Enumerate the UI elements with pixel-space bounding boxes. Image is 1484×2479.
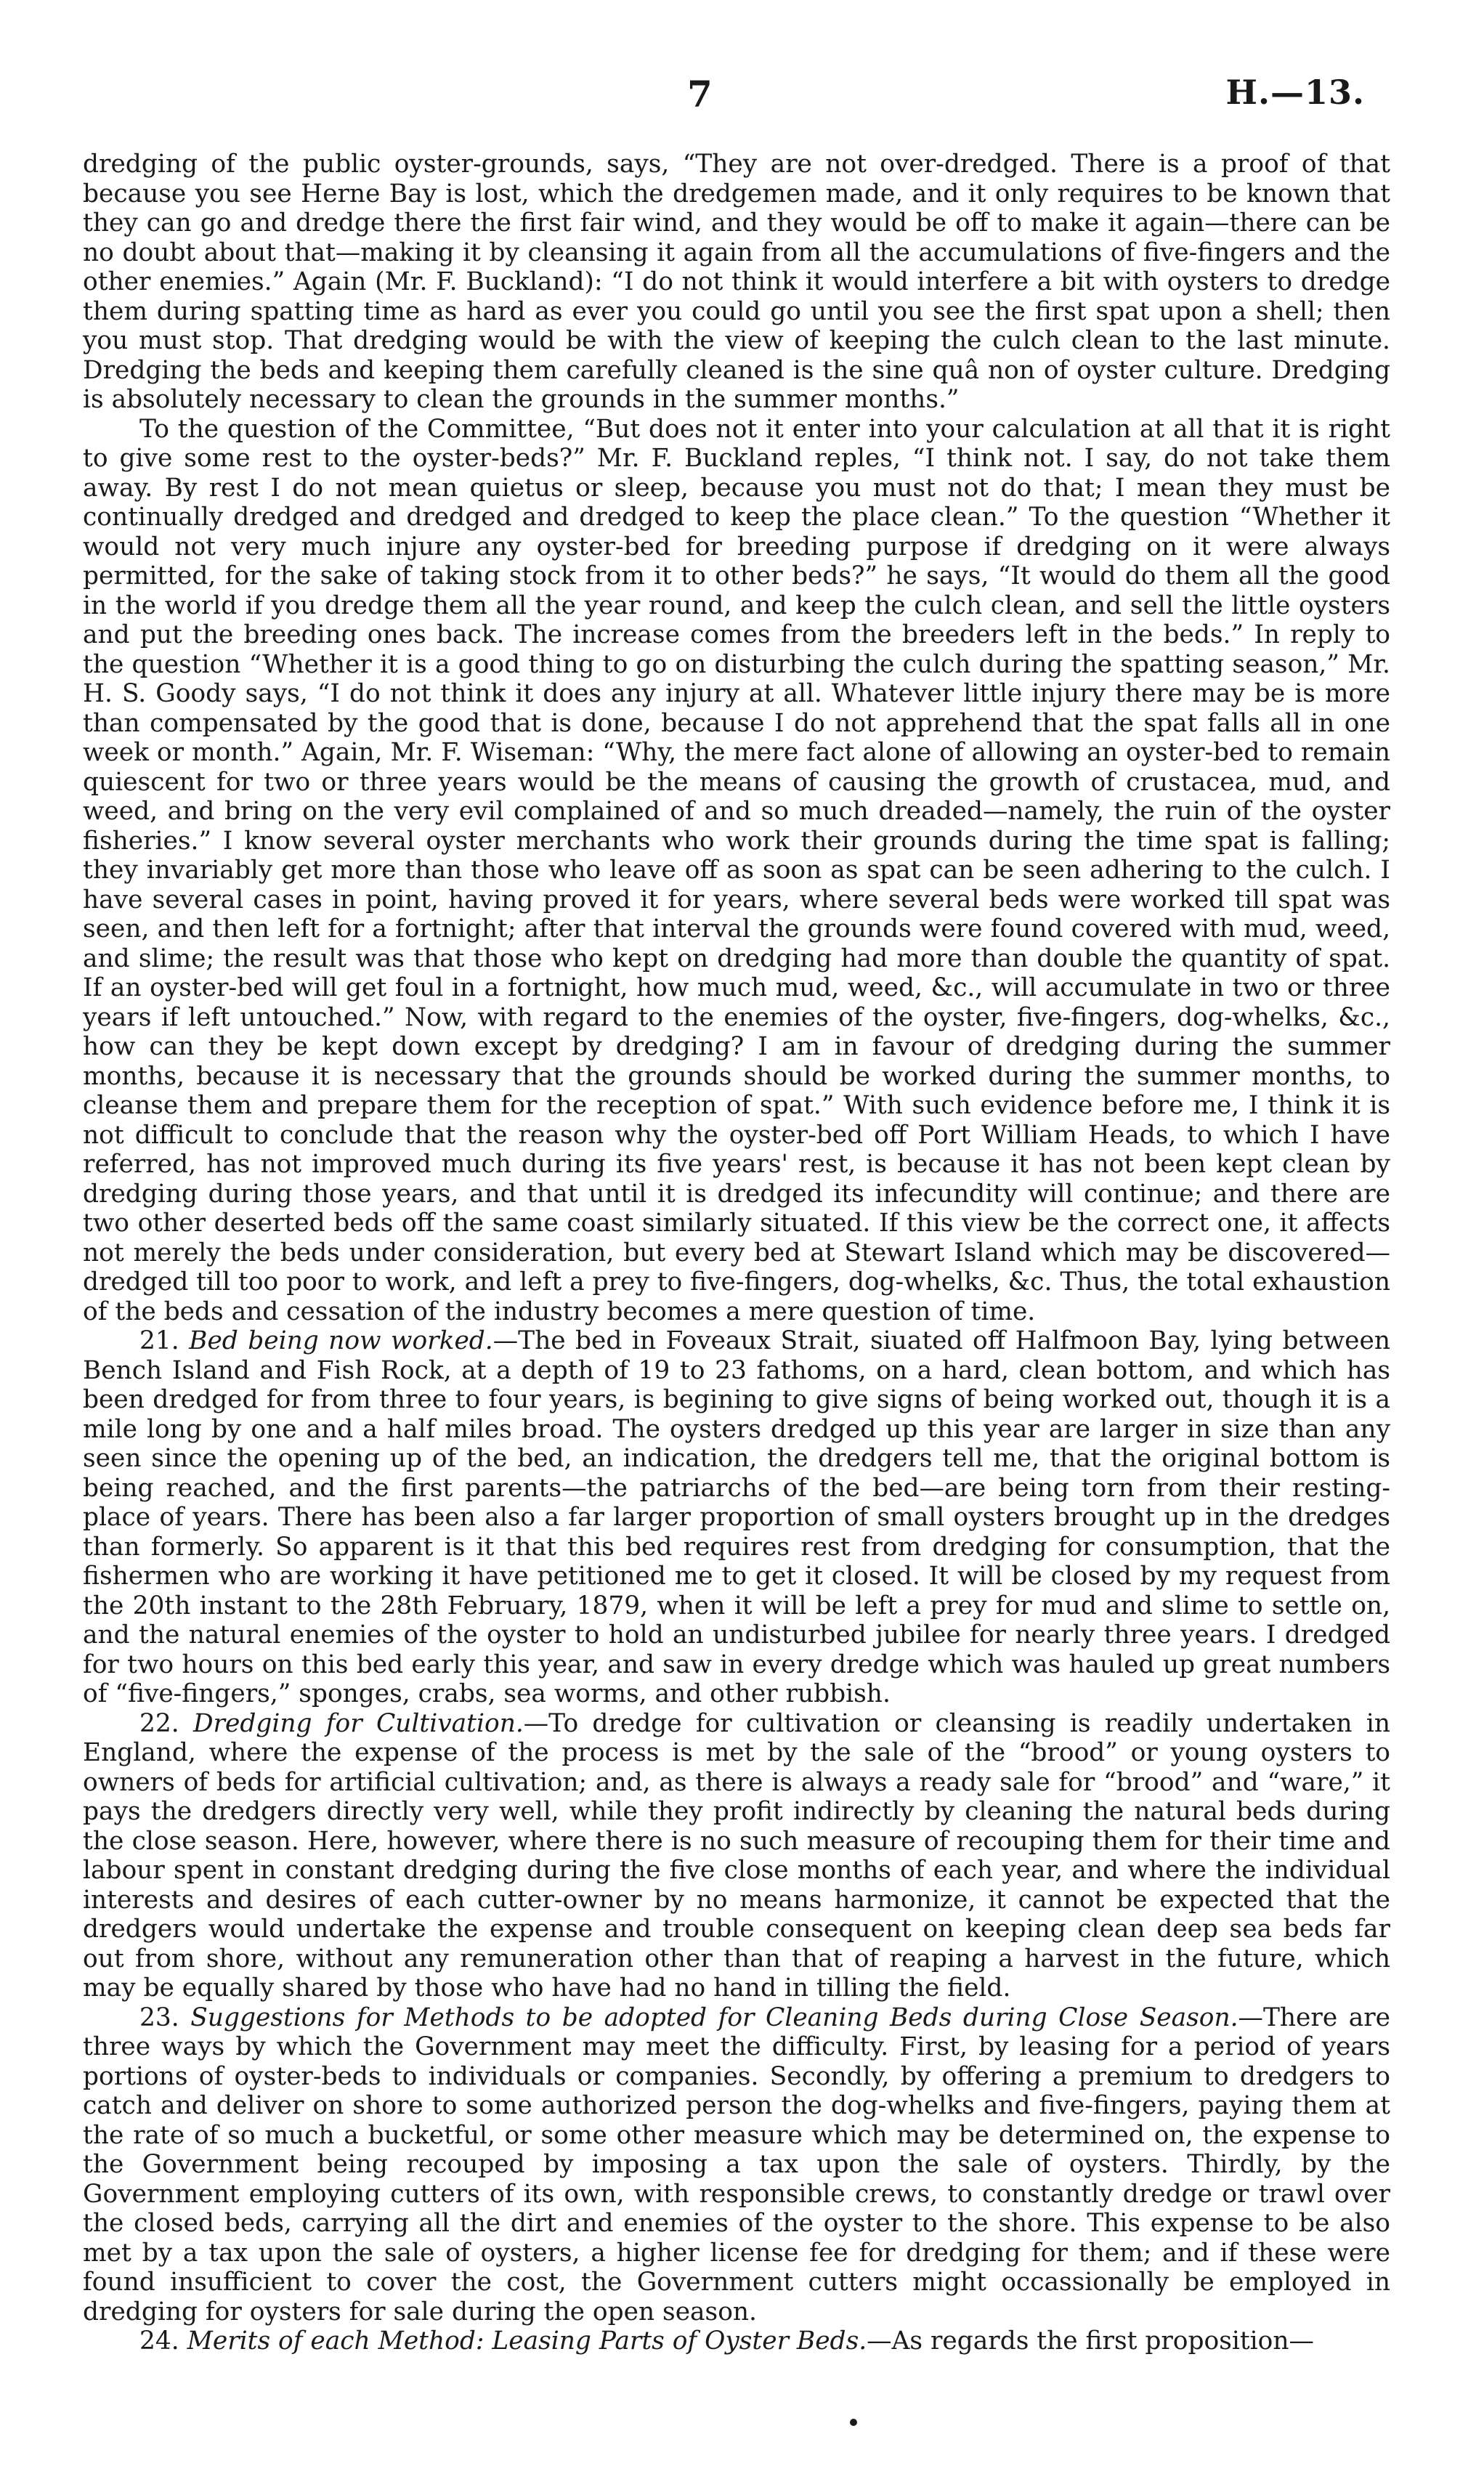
paragraph-continuation: [83, 150, 1390, 415]
page-header: [0, 73, 1484, 123]
paragraph-text: To the question of the Committee, “But does not it enter into your calculation at all that it is right to give some rest to the oyster-beds?” Mr. F. Buckland reples, “I think not. I say, do not take them away. By rest I do not mean quietus or sleep, because you must not do that; I mean they must be continually dredged and dredged and dredged to keep the place clean.” To the question “Whether it would not very much injure any oyster-bed for breeding purpose if dredging on it were always permitted, for the sake of taking stock from it to other beds?” he says, “It would do them all the good in the world if you dredge them all the year round, and keep the culch clean, and sell the little oysters and put the breeding ones back. The increase comes from the breeders left in the beds.” In reply to the question “Whether it is a good thing to go on disturbing the culch during the spatting season,” Mr. H. S. Goody says, “I do not think it does any injury at all. Whatever little injury there may be is more than compensated by the good that is done, because I do not apprehend that the spat falls all in one week or month.” Again, Mr. F. Wiseman: “Why, the mere fact alone of allowing an oyster-bed to remain quiescent for two or three years would be the means of causing the growth of crustacea, mud, and weed, and bring on the very evil complained of and so much dreaded—namely, the ruin of the oyster fisheries.” I know several oyster merchants who work their grounds during the time spat is falling; they invariably get more than those who leave off as soon as spat can be seen adhering to the culch. I have several cases in point, having proved it for years, where several beds were worked till spat was seen, and then left for a fortnight; after that interval the grounds were found covered with mud, weed, and slime; the result was that those who kept on dredging had more than double the quantity of spat. If an oyster-bed will get foul in a fortnight, how much mud, weed, &c., will accumulate in two or three years if left untouched.” Now, with regard to the enemies of the oyster, five-fingers, dog-whelks, &c., how can they be kept down except by dredging? I am in favour of dredging during the summer months, because it is necessary that the grounds should be worked during the summer months, to cleanse them and prepare them for the reception of spat.” With such evidence before me, I think it is not difficult to conclude that the reason why the oyster-bed off Port William Heads, to which I have referred, has not improved much during its five years' rest, is because it has not been kept clean by dredging during those years, and that until it is dredged its infecundity will continue; and there are two other deserted beds off the same coast similarly situated. If this view be the correct one, it affects not merely the beds under consideration, but every bed at Stewart Island which may be discovered—dredged till too poor to work, and left a prey to five-fingers, dog-whelks, &c. Thus, the total exhaustion of the beds and cessation of the industry becomes a mere question of time.: [83, 414, 1390, 1326]
page-number: 7: [687, 73, 713, 115]
paragraph-text: dredging of the public oyster-grounds, says, “They are not over-dredged. There is a proof of that because you see Herne Bay is lost, which the dredgemen made, and it only requires to be known that they can go and dredge there the first fair wind, and they would be off to make it again—there can be no doubt about that—making it by cleansing it again from all the accumulations of five-fingers and the other enemies.” Again (Mr. F. Buckland): “I do not think it would interfere a bit with oysters to dredge them during spatting time as hard as ever you could go until you see the first spat upon a shell; then you must stop. That dredging would be with the view of keeping the culch clean to the last minute. Dredging the beds and keeping them carefully cleaned is the sine quâ non of oyster culture. Dredging is absolutely necessary to clean the grounds in the summer months.”: [83, 150, 1390, 414]
paragraph-text: —The bed in Foveaux Strait, siuated off Halfmoon Bay, lying between Bench Island and Fish Rock, at a depth of 19 to 23 fathoms, on a hard, clean bottom, and which has been dredged for from three to four years, is begining to give signs of being worked out, though it is a mile long by one and a half miles broad. The oysters dredged up this year are larger in size than any seen since the opening up of the bed, an indication, the dredgers tell me, that the original bottom is being reached, and the first parents—the patriarchs of the bed—are being torn from their resting-place of years. There has been also a far larger proportion of small oysters brought up in the dredges than formerly. So apparent is it that this bed requires rest from dredging for consumption, that the fishermen who are working it have petitioned me to get it closed. It will be closed by my request from the 20th instant to the 28th February, 1879, when it will be left a prey for mud and slime to settle on, and the natural enemies of the oyster to hold an undisturbed jubilee for nearly three years. I dredged for two hours on this bed early this year, and saw in every dredge which was hauled up great numbers of “five-fingers,” sponges, crabs, sea worms, and other rubbish.: [83, 1326, 1390, 1708]
paragraph-text: —To dredge for cultivation or cleansing is readily undertaken in England, where the expense of the process is met by the sale of the “brood” or young oysters to owners of beds for artificial cultivation; and, as there is always a ready sale for “brood” and “ware,” it pays the dredgers directly very well, while they profit indirectly by cleaning the natural beds during the close season. Here, however, where there is no such measure of recouping them for their time and labour spent in constant dredging during the five close months of each year, and where the individual interests and desires of each cutter-owner by no means harmonize, it cannot be expected that the dredgers would undertake the expense and trouble consequent on keeping clean deep sea beds far out from shore, without any remuneration other than that of reaping a harvest in the future, which may be equally shared by those who have had no hand in tilling the field.: [83, 1708, 1390, 2003]
document-body: [83, 150, 1390, 2356]
section-number: 24.: [139, 2326, 179, 2356]
section-24: [83, 2326, 1390, 2356]
section-number: 23.: [139, 2003, 179, 2032]
section-22: [83, 1709, 1390, 2003]
document-reference: H.—13.: [1225, 73, 1365, 112]
section-number: 22.: [139, 1708, 179, 1738]
section-title: Dredging for Cultivation.: [192, 1708, 524, 1738]
paragraph-text: —As regards the first proposition—: [867, 2326, 1314, 2356]
section-number: 21.: [139, 1326, 179, 1355]
section-21: [83, 1326, 1390, 1709]
paragraph-committee-question: [83, 415, 1390, 1327]
paragraph-text: —There are three ways by which the Government may meet the difficulty. First, by leasing for a period of years portions of oyster-beds to individuals or companies. Secondly, by offering a premium to dredgers to catch and deliver on shore to some authorized person the dog-whelks and five-fingers, paying them at the rate of so much a bucketful, or some other measure which may be determined on, the expense to the Government being recouped by imposing a tax upon the sale of oysters. Thirdly, by the Government employing cutters of its own, with responsible crews, to constantly dredge or trawl over the closed beds, carrying all the dirt and enemies of the oyster to the shore. This expense to be also met by a tax upon the sale of oysters, a higher license fee for dredging for them; and if these were found insufficient to cover the cost, the Government cutters might occassionally be employed in dredging for oysters for sale during the open season.: [83, 2003, 1390, 2326]
page-footer-dot: [850, 2419, 857, 2426]
section-23: [83, 2003, 1390, 2327]
section-title: Merits of each Method: Leasing Parts of Oyster Beds.: [187, 2326, 867, 2356]
section-title: Bed being now worked.: [189, 1326, 493, 1355]
section-title: Suggestions for Methods to be adopted for Cleaning Beds during Close Season.: [190, 2003, 1238, 2032]
